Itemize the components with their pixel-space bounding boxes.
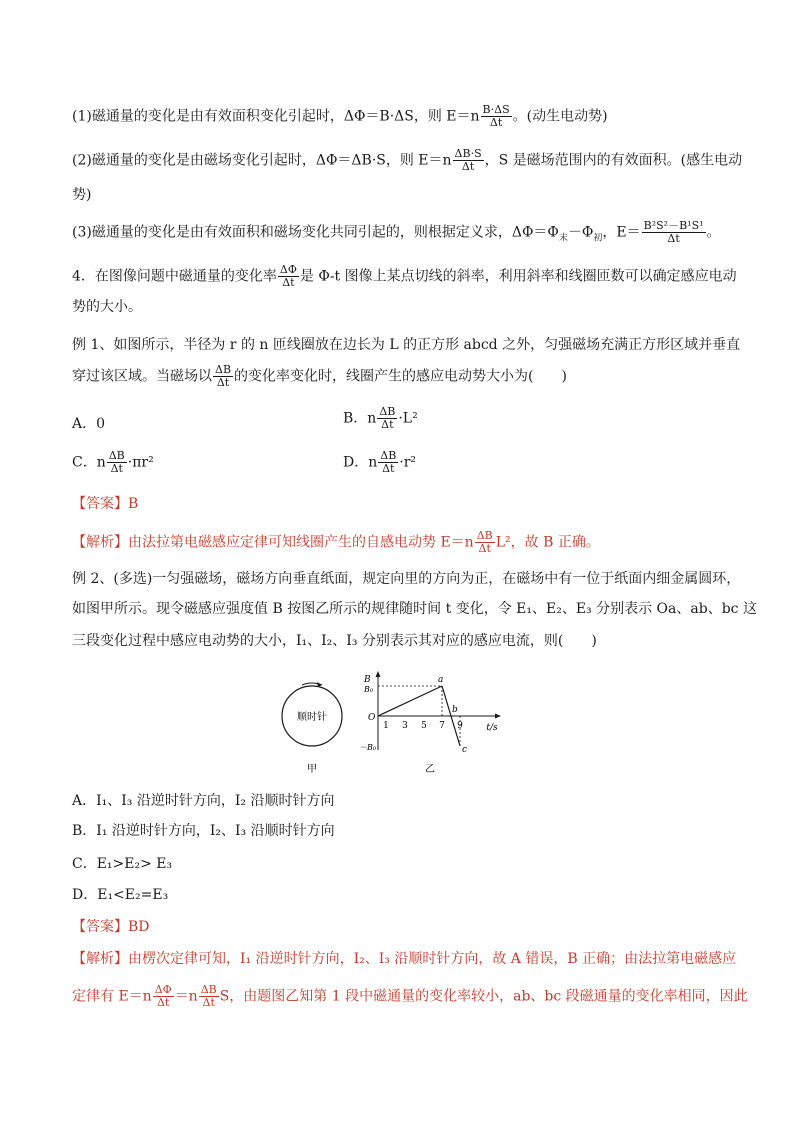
segment-ab bbox=[442, 686, 451, 716]
explanation-1: 【解析】由法拉第电磁感应定律可知线圈产生的自感电动势 E＝n $\frac{\Delta B}{\Delta t}$ L²，故 B 正确。 bbox=[72, 529, 600, 555]
ex2-option-a: A．I₁、I₃ 沿逆时针方向，I₂ 沿顺时针方向 bbox=[72, 793, 335, 809]
b-axis-label: B bbox=[364, 675, 371, 685]
explanation-2-line-1: 【解析】由楞次定律可知，I₁ 沿逆时针方向，I₂、I₃ 沿顺时针方向，故 A 错误，B 正确；由法拉第电磁感应 bbox=[72, 951, 737, 967]
example-2-line-3: 三段变化过程中感应电动势的大小，I₁、I₂、I₃ 分别表示其对应的感应电流，则( ) bbox=[72, 633, 597, 649]
fraction: $\frac{\Delta\Phi}{\Delta t}$ bbox=[279, 263, 297, 289]
b0-label: B₀ bbox=[364, 685, 374, 694]
tick-5: 5 bbox=[421, 721, 427, 731]
example-2-line-2: 如图甲所示。现令磁感应强度值 B 按图乙所示的规律随时间 t 变化，令 E₁、E₂、E₃ 分别表示 Oa、ab、bc 这 bbox=[72, 601, 757, 617]
example-1-line-2: 穿过该区域。当磁场以 $\frac{\Delta B}{\Delta t}$ 的变化率变化时，线圈产生的感应电动势大小为( ) bbox=[72, 363, 567, 389]
point-b-label: b bbox=[452, 705, 458, 715]
ex2-option-b: B．I₁ 沿逆时针方向，I₂、I₃ 沿顺时针方向 bbox=[72, 823, 335, 839]
b-axis-arrow-icon bbox=[376, 671, 381, 677]
fraction: $\frac{B\cdot\Delta S}{\Delta t}$ bbox=[482, 103, 510, 129]
graph-figure-yi bbox=[359, 671, 501, 775]
explanation-2-line-2: 定律有 E＝n $\frac{\Delta\Phi}{\Delta t}$ ＝n $\frac{\Delta B}{\Delta t}$ S，由题图乙知第 1 段中磁通量的变化率较小，ab、bc 段磁通量的变化率相同，因此 bbox=[72, 983, 748, 1009]
neg-b0-label: －B₀ bbox=[359, 743, 377, 752]
clockwise-label: 顺时针 bbox=[297, 712, 327, 723]
example-2-line-1: 例 2、(多选)一匀强磁场，磁场方向垂直纸面，规定向里的方向为正，在磁场中有一位于纸面内细金属圆环， bbox=[72, 571, 741, 587]
ex2-option-c: C．E₁>E₂> E₃ bbox=[72, 856, 173, 872]
t-axis-arrow-icon bbox=[495, 714, 501, 719]
point-a-label: a bbox=[438, 675, 444, 685]
option-d: D．n $\frac{\Delta B}{\Delta t}$ ·r² bbox=[343, 449, 417, 475]
tick-1: 1 bbox=[383, 721, 389, 731]
example-1-line-1: 例 1、如图所示，半径为 r 的 n 匝线圈放在边长为 L 的正方形 abcd 之外，匀强磁场充满正方形区域并垂直 bbox=[72, 337, 741, 353]
tick-9: 9 bbox=[457, 721, 463, 731]
origin-label: O bbox=[368, 713, 376, 723]
tick-7: 7 bbox=[439, 721, 445, 731]
fraction: $\frac{\Delta B}{\Delta t}$ bbox=[379, 405, 396, 431]
figure-jia-yi bbox=[280, 668, 520, 778]
paragraph-2-cont: 势) bbox=[72, 187, 92, 203]
paragraph-4: 4．在图像问题中磁通量的变化率 $\frac{\Delta\Phi}{\Delta t}$ 是 Φ-t 图像上某点切线的斜率，利用斜率和线圈匝数可以确定感应电动 bbox=[72, 263, 737, 289]
tick-3: 3 bbox=[402, 721, 408, 731]
fraction: $\frac{\Delta B}{\Delta t}$ bbox=[380, 449, 397, 475]
t-axis-label: t/s bbox=[486, 723, 498, 733]
ring-figure-jia bbox=[282, 682, 342, 775]
fraction: $\frac{\Delta B}{\Delta t}$ bbox=[108, 449, 125, 475]
segment-oa bbox=[378, 686, 442, 716]
fraction: $\frac{\Delta B\cdot S}{\Delta t}$ bbox=[454, 147, 482, 173]
fraction: $\frac{\Delta\Phi}{\Delta t}$ bbox=[154, 983, 172, 1009]
fraction: $\frac{\text{B²S²－B¹S¹}}{\Delta t}$ bbox=[643, 219, 704, 245]
option-a: A．0 bbox=[72, 416, 106, 432]
point-c-label: c bbox=[462, 745, 468, 755]
fraction: $\frac{\Delta B}{\Delta t}$ bbox=[200, 983, 217, 1009]
ex2-option-d: D．E₁<E₂=E₃ bbox=[72, 887, 169, 903]
fraction: $\frac{\Delta B}{\Delta t}$ bbox=[476, 529, 493, 555]
paragraph-3: (3)磁通量的变化是由有效面积和磁场变化共同引起的，则根据定义求，$\Delta\Phi=\Phi_末-\Phi_初$，E＝ $\frac{\text{B²S²－B¹S¹}}{\Delta t}$ 。 bbox=[72, 219, 721, 245]
label-jia: 甲 bbox=[307, 764, 317, 775]
answer-2: 【答案】BD bbox=[72, 919, 150, 935]
fraction: $\frac{\Delta B}{\Delta t}$ bbox=[215, 363, 232, 389]
paragraph-2: (2)磁通量的变化是由磁场变化引起时，ΔΦ＝ΔB·S，则 E＝n $\frac{\Delta B\cdot S}{\Delta t}$ ，S 是磁场范围内的有效面积。(感生电动 bbox=[72, 147, 743, 173]
label-yi: 乙 bbox=[425, 764, 435, 775]
answer-1: 【答案】B bbox=[72, 496, 139, 512]
option-b: B．n $\frac{\Delta B}{\Delta t}$ ·L² bbox=[343, 405, 418, 431]
paragraph-4-cont: 势的大小。 bbox=[72, 299, 142, 315]
paragraph-1: (1)磁通量的变化是由有效面积变化引起时，ΔΦ＝B·ΔS，则 E＝n $\frac{B\cdot\Delta S}{\Delta t}$ 。(动生电动势) bbox=[72, 103, 608, 129]
option-c: C．n $\frac{\Delta B}{\Delta t}$ ·πr² bbox=[72, 449, 154, 475]
